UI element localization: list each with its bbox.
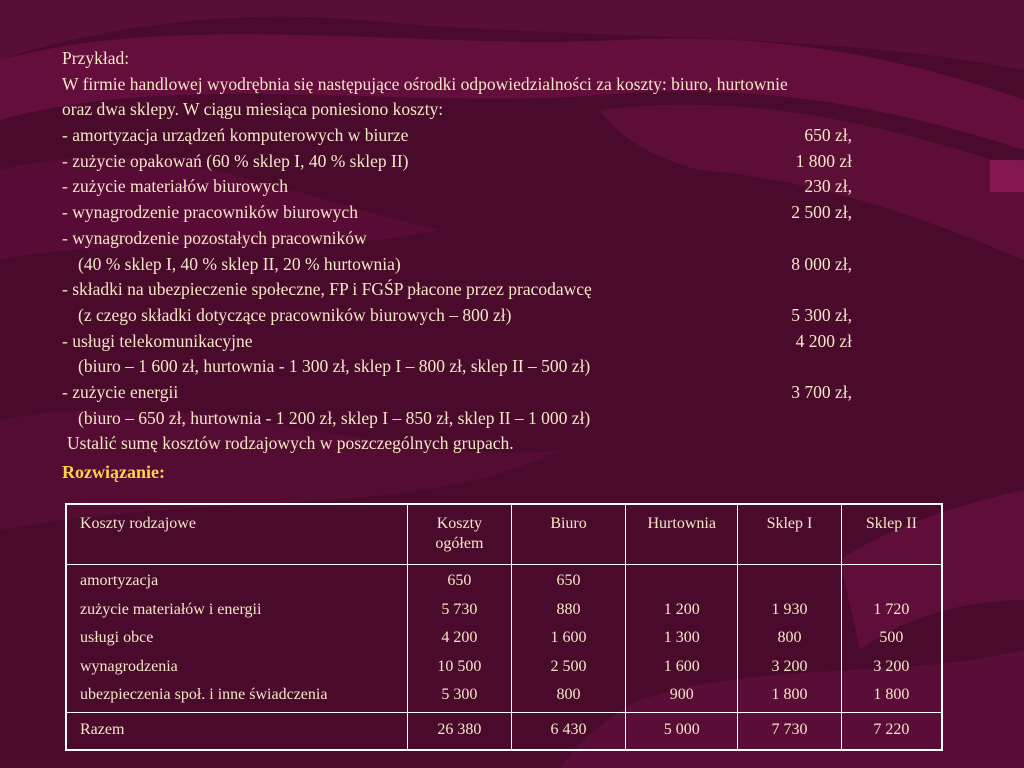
table-cell: 26 380 xyxy=(408,712,512,750)
table-cell: 2 500 xyxy=(550,657,587,675)
table-cell: 5 300 xyxy=(441,686,478,703)
cost-item-text: (z czego składki dotyczące pracowników biurowych – 800 zł) xyxy=(78,304,512,325)
table-cell: ubezpieczenia społ. i inne świadczenia xyxy=(80,686,328,703)
table-cell: 7 220 xyxy=(841,712,942,750)
cost-item xyxy=(62,200,1002,226)
cost-item-amount: 1 800 zł xyxy=(795,150,852,171)
table-column-cell xyxy=(626,565,738,713)
cost-item-amount: 8 000 zł, xyxy=(791,253,852,274)
cost-item xyxy=(62,226,1002,252)
cost-item xyxy=(62,149,1002,175)
cost-item-text: - składki na ubezpieczenie społeczne, FP i FGŚP płacone przez pracodawcę xyxy=(62,279,592,300)
table-cell: 6 430 xyxy=(511,712,626,750)
task-line: Ustalić sumę kosztów rodzajowych w poszczególnych grupach. xyxy=(67,433,514,454)
table-cell: 1 930 xyxy=(771,600,808,618)
intro-line: W firmie handlowej wyodrębnia się następujące ośrodki odpowiedzialności za koszty: biuro, hurtownie xyxy=(62,73,788,94)
table-cell: 900 xyxy=(669,686,694,703)
table-header-cell: Hurtownia xyxy=(626,504,738,565)
cost-item xyxy=(62,174,1002,200)
cost-item-amount: 650 zł, xyxy=(804,125,852,146)
solution-heading: Rozwiązanie: xyxy=(62,462,165,482)
table-cell: 1 600 xyxy=(550,629,587,646)
cost-item-amount: 5 300 zł, xyxy=(791,304,852,325)
cost-item-text: - wynagrodzenie pozostałych pracowników xyxy=(62,227,367,248)
cost-item-amount: 4 200 zł xyxy=(795,330,852,351)
table-cell: 7 730 xyxy=(738,712,842,750)
table-cell xyxy=(744,567,835,596)
table-cell: amortyzacja xyxy=(80,572,159,589)
table-cell: 1 200 xyxy=(663,600,700,618)
table-cell xyxy=(632,567,731,596)
cost-item-text: - zużycie opakowań (60 % sklep I, 40 % sklep II) xyxy=(62,150,409,171)
table-cell: 800 xyxy=(777,629,802,646)
table-header-cell: Biuro xyxy=(511,504,626,565)
table-cell: 1 600 xyxy=(663,657,700,675)
cost-item-text: - amortyzacja urządzeń komputerowych w biurze xyxy=(62,125,409,146)
cost-item-detail xyxy=(62,406,1002,432)
table-cell: 5 000 xyxy=(626,712,738,750)
table-column-cell xyxy=(408,565,512,713)
table-cell: 3 200 xyxy=(873,657,910,675)
table-column-cell xyxy=(511,565,626,713)
table-header-cell: Koszty rodzajowe xyxy=(66,504,408,565)
cost-item xyxy=(62,329,1002,355)
cost-item-text: - wynagrodzenie pracowników biurowych xyxy=(62,202,358,223)
cost-item-detail xyxy=(62,354,1002,380)
cost-item-text: (40 % sklep I, 40 % sklep II, 20 % hurtownia) xyxy=(78,253,401,274)
table-cell xyxy=(848,567,935,596)
cost-item-amount: 3 700 zł, xyxy=(791,381,852,402)
cost-table xyxy=(65,503,943,751)
cost-item-text: - zużycie materiałów biurowych xyxy=(62,176,288,197)
table-header-cell: Sklep II xyxy=(841,504,942,565)
table-cell: usługi obce xyxy=(80,629,154,646)
table-header-cell: Sklep I xyxy=(738,504,842,565)
table-cell: 5 730 xyxy=(441,600,478,618)
table-cell: 1 800 xyxy=(771,686,808,703)
problem-text xyxy=(62,46,1002,457)
cost-item-detail xyxy=(62,303,1002,329)
table-cell: 500 xyxy=(879,629,904,646)
table-cell: 4 200 xyxy=(441,629,478,646)
table-body-row xyxy=(66,565,942,713)
table-cell: 1 300 xyxy=(663,629,700,646)
cost-item xyxy=(62,123,1002,149)
cost-item-text: (biuro – 650 zł, hurtownia - 1 200 zł, sklep I – 850 zł, sklep II – 1 000 zł) xyxy=(78,407,591,428)
cost-item xyxy=(62,380,1002,406)
cost-item-text: - usługi telekomunikacyjne xyxy=(62,330,253,351)
cost-item-text: - zużycie energii xyxy=(62,381,179,402)
table-cell: zużycie materiałów i energii xyxy=(80,600,262,618)
table-cell: 880 xyxy=(556,600,581,618)
example-label: Przykład: xyxy=(62,48,130,68)
table-column-cell xyxy=(66,565,408,713)
cost-item-amount: 2 500 zł, xyxy=(791,202,852,223)
table-column-cell xyxy=(738,565,842,713)
table-total-row xyxy=(66,712,942,750)
table-cell: 1 800 xyxy=(873,686,910,703)
table-header-row xyxy=(66,504,942,565)
cost-item-detail xyxy=(62,252,1002,278)
table-cell: Razem xyxy=(66,712,408,750)
table-cell: 650 xyxy=(556,572,581,589)
table-header-cell: Koszty ogółem xyxy=(408,504,512,565)
table-cell: 1 720 xyxy=(873,600,910,618)
table-cell: 800 xyxy=(556,686,581,703)
table-cell: wynagrodzenia xyxy=(80,657,178,675)
table-cell: 10 500 xyxy=(437,657,482,675)
intro-line: oraz dwa sklepy. W ciągu miesiąca poniesiono koszty: xyxy=(62,99,444,120)
cost-item-amount: 230 zł, xyxy=(804,176,852,197)
table-column-cell xyxy=(841,565,942,713)
cost-item xyxy=(62,277,1002,303)
table-cell: 3 200 xyxy=(771,657,808,675)
table-cell: 650 xyxy=(447,572,472,589)
cost-item-text: (biuro – 1 600 zł, hurtownia - 1 300 zł, sklep I – 800 zł, sklep II – 500 zł) xyxy=(78,356,591,377)
